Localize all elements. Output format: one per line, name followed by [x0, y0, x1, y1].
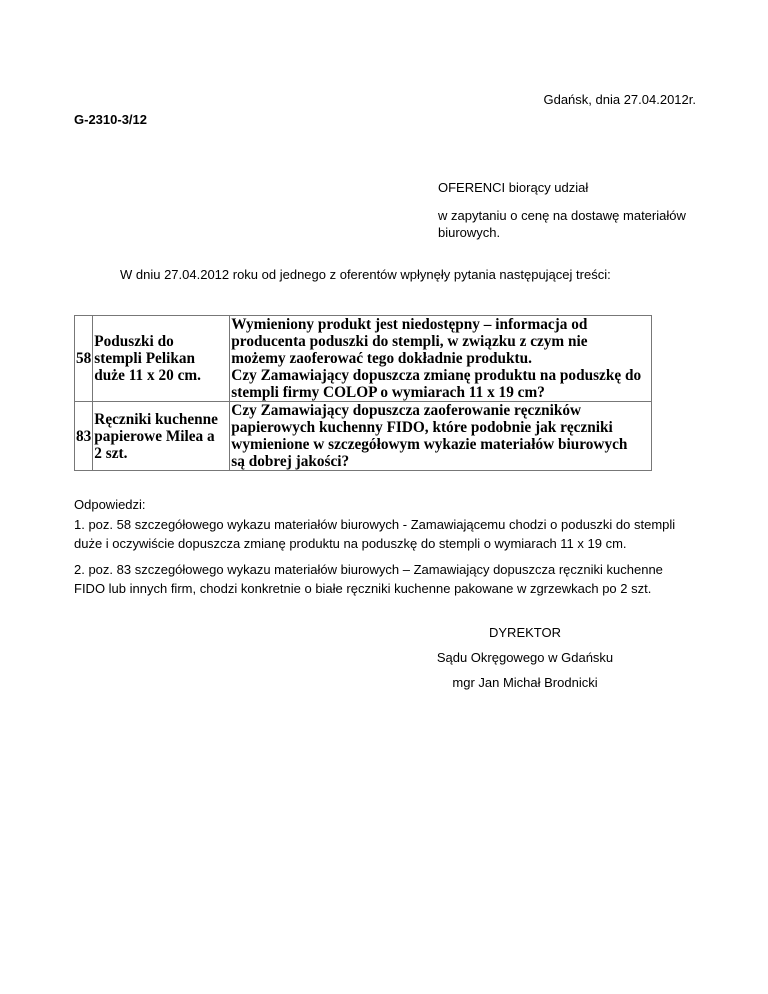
- item-description: [93, 402, 230, 471]
- question-line: Czy Zamawiający dopuszcza zaoferowanie ręczników: [231, 402, 582, 419]
- questions-table: [74, 315, 652, 471]
- question-line: wymienione w szczegółowym wykazie materiałów biurowych: [231, 436, 628, 453]
- question-text: [230, 316, 652, 402]
- place-date: Gdańsk, dnia 27.04.2012r.: [543, 92, 696, 107]
- question-text: [230, 402, 652, 471]
- question-line: papierowych kuchenny FIDO, które podobnie jak ręczniki: [231, 419, 613, 436]
- item-line: Poduszki do: [94, 333, 174, 350]
- question-line: możemy zaoferować tego dokładnie produktu.: [231, 350, 532, 367]
- item-line: papierowe Milea a: [94, 427, 215, 445]
- case-number: G-2310-3/12: [74, 112, 147, 127]
- table-row: [75, 402, 652, 471]
- position-number: 83: [75, 402, 93, 471]
- answer-item: 1. poz. 58 szczegółowego wykazu materiałów biurowych - Zamawiającemu chodzi o poduszki do stempli duże i oczywiście dopuszcza zmianę produktu na poduszkę do stempli o wymiarach 11 x 19 cm.: [74, 517, 676, 551]
- item-line: stempli Pelikan: [94, 350, 196, 367]
- signature-title: DYREKTOR: [489, 625, 561, 640]
- item-description: [93, 316, 230, 402]
- question-line: stempli firmy COLOP o wymiarach 11 x 19 cm?: [231, 384, 545, 401]
- question-line: Czy Zamawiający dopuszcza zmianę produktu na poduszkę do: [231, 367, 642, 384]
- signature-name: mgr Jan Michał Brodnicki: [452, 675, 598, 690]
- item-line: duże 11 x 20 cm.: [94, 367, 201, 384]
- item-line: Ręczniki kuchenne: [94, 410, 218, 428]
- question-line: producenta poduszki do stempli, w związku z czym nie: [231, 333, 588, 350]
- position-number: 58: [75, 316, 93, 402]
- addressee-line-1: OFERENCI biorący udział: [438, 180, 589, 195]
- item-line: 2 szt.: [94, 444, 128, 462]
- question-line: są dobrej jakości?: [231, 453, 350, 470]
- intro-text: W dniu 27.04.2012 roku od jednego z oferentów wpłynęły pytania następującej treści:: [120, 267, 611, 282]
- answers-heading: Odpowiedzi:: [74, 497, 146, 512]
- table-row: [75, 316, 652, 402]
- answer-item: 2. poz. 83 szczegółowego wykazu materiałów biurowych – Zamawiający dopuszcza ręczniki kuchenne FIDO lub innych firm, chodzi konkretnie o białe ręczniki kuchenne pakowane w zgrzewkach po 2 szt.: [74, 562, 663, 596]
- signature-court: Sądu Okręgowego w Gdańsku: [436, 650, 614, 665]
- question-line: Wymieniony produkt jest niedostępny – informacja od: [231, 316, 588, 333]
- addressee-line-2: w zapytaniu o cenę na dostawę materiałów biurowych.: [438, 208, 686, 240]
